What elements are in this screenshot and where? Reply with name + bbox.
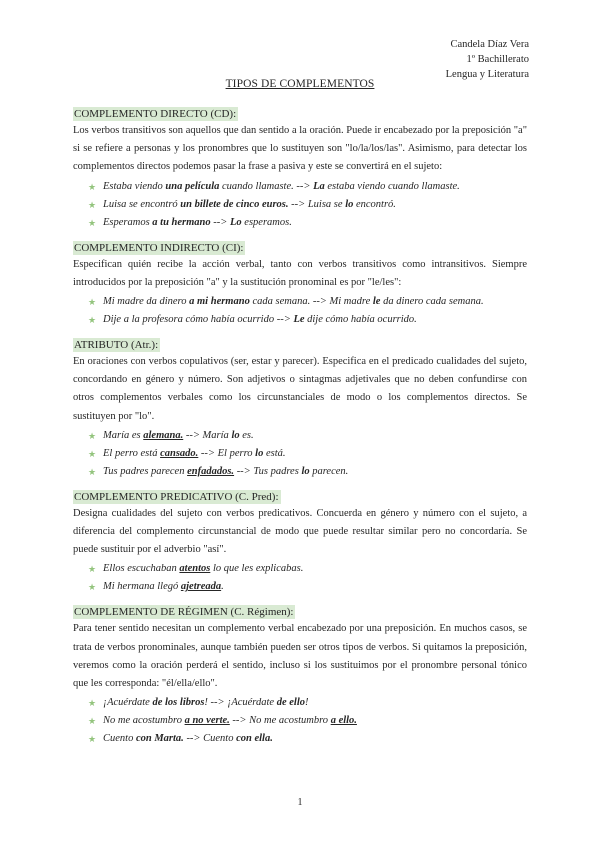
star-bullet-icon: ★ xyxy=(88,430,97,441)
example-segment: a tu hermano xyxy=(152,216,211,228)
example-segment: ! --> ¡Acuérdate xyxy=(204,697,277,709)
example-item xyxy=(73,694,527,712)
section-heading: COMPLEMENTO DE RÉGIMEN (C. Régimen): xyxy=(74,606,294,619)
star-bullet-icon: ★ xyxy=(88,582,97,593)
example-segment: esperamos. xyxy=(241,216,292,228)
document-title: TIPOS DE COMPLEMENTOS xyxy=(225,78,375,90)
example-segment: No me acostumbro xyxy=(103,715,185,727)
example-segment: Cuento xyxy=(103,733,136,745)
example-item xyxy=(73,578,527,596)
examples-list xyxy=(73,293,527,329)
example-segment: Esperamos xyxy=(103,216,153,228)
example-segment: alemana. xyxy=(143,429,184,441)
example-segment: atentos xyxy=(179,563,211,575)
example-segment: con ella. xyxy=(236,733,273,745)
example-segment: --> Tus padres xyxy=(234,465,302,477)
example-segment: a no verte. xyxy=(184,715,230,727)
example-segment: --> El perro xyxy=(198,447,256,459)
example-segment: . xyxy=(221,581,224,593)
example-segment: un billete de cinco euros. xyxy=(180,198,289,210)
star-bullet-icon: ★ xyxy=(88,466,97,477)
example-segment: lo xyxy=(255,447,264,459)
examples-list xyxy=(73,427,527,481)
example-segment: ! xyxy=(304,697,309,709)
example-segment: lo que les explicabas. xyxy=(210,563,304,575)
example-segment: Le xyxy=(293,314,305,326)
section-paragraph: Para tener sentido necesitan un complemento verbal encabezado por una preposición. En muchos casos, se trata de verbos pronominales, aunque también pueden ser otros tipos de verbos. Si quitamos la preposición, veremos como la oración perderá el sentido, incluso si los sustituimos por el pronombre personal tónico que les corresponda: "él/ella/ello". xyxy=(73,623,527,690)
document-header xyxy=(446,37,529,82)
example-segment: María es xyxy=(103,429,144,441)
section-3 xyxy=(73,335,527,481)
section-paragraph: En oraciones con verbos copulativos (ser, estar y parecer). Especifica en el predicado cualidades del sujeto, concordando en género y número. Son adjetivos o sintagmas adjetivales que no deben confundirse con otros complementos verbales como los circunstanciales de modo o los complementos directos. Se sustituyen por "lo". xyxy=(73,356,527,422)
example-item xyxy=(73,178,527,196)
example-segment: enfadados. xyxy=(187,465,235,477)
star-bullet-icon: ★ xyxy=(88,297,97,308)
example-segment: da dinero cada semana. xyxy=(380,296,484,308)
example-item xyxy=(73,712,527,730)
section-4 xyxy=(73,487,527,597)
star-bullet-icon: ★ xyxy=(88,564,97,575)
example-segment: con Marta. xyxy=(135,733,184,745)
example-segment: lo xyxy=(345,198,354,210)
star-bullet-icon: ★ xyxy=(88,698,97,709)
section-heading: COMPLEMENTO PREDICATIVO (C. Pred): xyxy=(74,490,279,503)
example-segment: está. xyxy=(263,447,286,459)
example-segment: cansado. xyxy=(160,447,199,459)
example-segment: le xyxy=(372,296,381,308)
example-segment: encontró. xyxy=(353,198,396,210)
example-segment: --> Cuento xyxy=(183,733,237,745)
example-item xyxy=(73,293,527,311)
example-segment: Tus padres parecen xyxy=(103,465,188,477)
star-bullet-icon: ★ xyxy=(88,199,97,210)
example-segment: Ellos escuchaban xyxy=(103,563,180,575)
star-bullet-icon: ★ xyxy=(88,734,97,745)
example-segment: dije cómo había ocurrido. xyxy=(304,314,417,326)
example-segment: --> No me acostumbro xyxy=(229,715,331,727)
example-segment: El perro está xyxy=(103,447,161,459)
section-1 xyxy=(73,104,527,232)
examples-list xyxy=(73,178,527,232)
section-5 xyxy=(73,602,527,748)
example-segment: a mi hermano xyxy=(189,296,250,308)
example-item xyxy=(73,196,527,214)
subject-name: Lengua y Literatura xyxy=(445,69,529,80)
example-segment: de ello xyxy=(276,697,305,709)
example-segment: Mi madre da dinero xyxy=(103,296,190,308)
example-item xyxy=(73,427,527,445)
section-heading: COMPLEMENTO INDIRECTO (CI): xyxy=(74,241,244,254)
section-heading: COMPLEMENTO DIRECTO (CD): xyxy=(74,108,237,120)
example-item xyxy=(73,311,527,329)
example-segment: cuando llamaste. --> xyxy=(219,180,314,192)
example-segment: lo xyxy=(301,465,310,477)
section-heading: ATRIBUTO (Atr.): xyxy=(74,339,159,352)
example-segment: cada semana. --> Mi madre xyxy=(249,296,373,308)
example-segment: lo xyxy=(231,429,240,441)
star-bullet-icon: ★ xyxy=(88,448,97,459)
example-segment: estaba viendo cuando llamaste. xyxy=(324,180,460,192)
examples-list xyxy=(73,560,527,596)
example-segment: Estaba viendo xyxy=(103,180,166,192)
example-item xyxy=(73,730,527,748)
section-paragraph: Designa cualidades del sujeto con verbos predicativos. Concuerda en género y número con el sujeto, a diferencia del complemento circunstancial de modo que puede resultar similar pero no concordaría. Se puede sustituir por el adverbio "así". xyxy=(73,507,527,556)
example-segment: La xyxy=(313,180,325,192)
example-segment: a ello. xyxy=(330,715,357,727)
section-2 xyxy=(73,238,527,329)
document-body xyxy=(73,104,527,754)
star-bullet-icon: ★ xyxy=(88,716,97,727)
example-segment: Lo xyxy=(230,216,242,228)
example-segment: --> xyxy=(210,216,230,228)
example-item xyxy=(73,463,527,481)
example-segment: es. xyxy=(239,429,254,441)
example-segment: Mi hermana llegó xyxy=(103,581,181,593)
star-bullet-icon: ★ xyxy=(88,181,97,192)
example-segment: ¡Acuérdate xyxy=(103,697,153,709)
example-segment: parecen. xyxy=(309,465,349,477)
course-name: 1º Bachillerato xyxy=(466,54,529,65)
section-paragraph: Los verbos transitivos son aquellos que dan sentido a la oración. Puede ir encabezado por la preposición "a" si se refiere a personas y los pronombres que lo sustituyen son "lo/la/los/las". Asimismo, para detectar los complementos directos podemos pasar la frase a pasiva y este se convertirá en el sujeto: xyxy=(73,125,527,173)
example-segment: --> Luisa se xyxy=(288,198,346,210)
author-name: Candela Díaz Vera xyxy=(450,39,529,50)
example-segment: --> María xyxy=(183,429,232,441)
example-segment: de los libros xyxy=(152,697,205,709)
example-segment: Luisa se encontró xyxy=(103,198,181,210)
example-segment: una película xyxy=(165,180,220,192)
example-item xyxy=(73,560,527,578)
example-segment: Dije a la profesora cómo había ocurrido --> xyxy=(103,314,294,326)
star-bullet-icon: ★ xyxy=(88,217,97,228)
example-segment: ajetreada xyxy=(180,581,222,593)
example-item xyxy=(73,445,527,463)
examples-list xyxy=(73,694,527,748)
section-paragraph: Especifican quién recibe la acción verbal, tanto con verbos transitivos como intransitivos. Siempre introducidos por la preposición "a" y la sustitución pronominal es por "le/les": xyxy=(73,258,527,288)
example-item xyxy=(73,214,527,232)
star-bullet-icon: ★ xyxy=(88,315,97,326)
page-number: 1 xyxy=(297,797,303,808)
